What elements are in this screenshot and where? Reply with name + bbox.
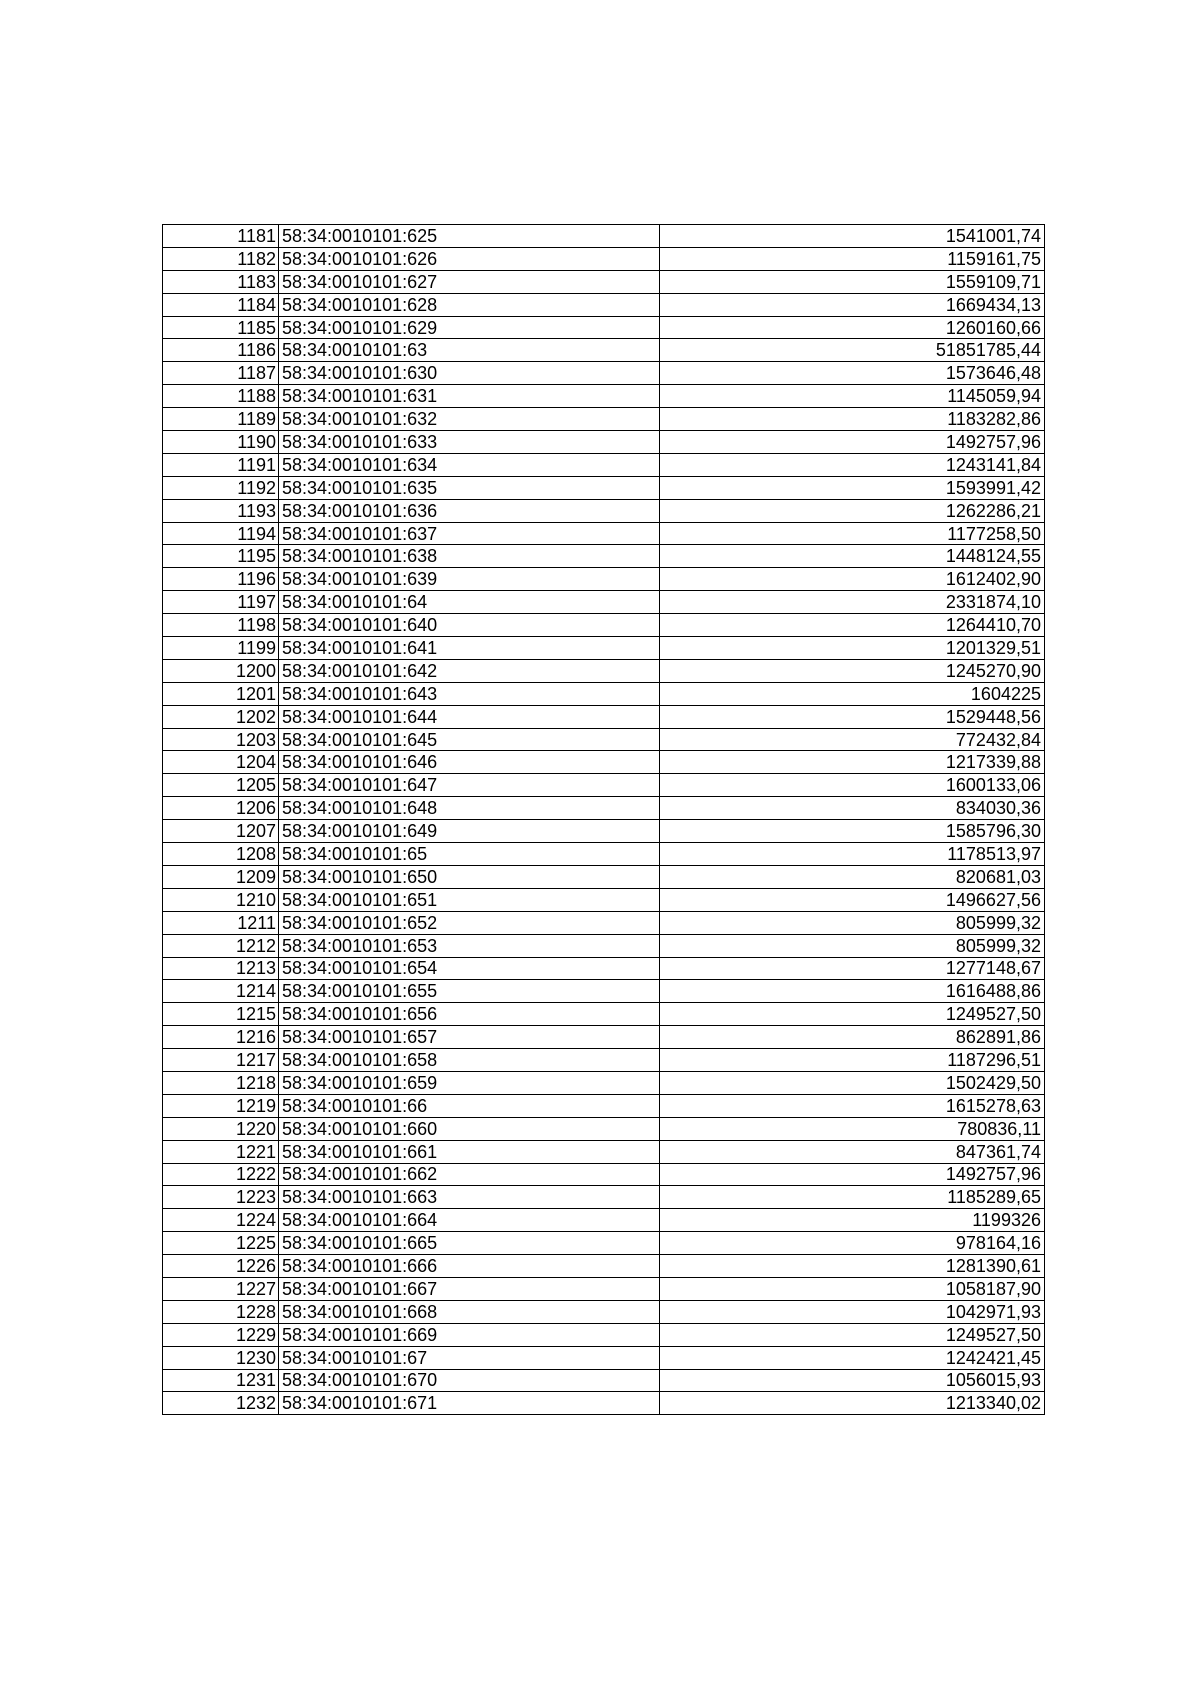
cadastral-number-cell: 58:34:0010101:655 <box>279 980 660 1003</box>
table-row <box>163 225 1045 248</box>
cadastral-number-cell: 58:34:0010101:656 <box>279 1003 660 1026</box>
row-number-cell: 1212 <box>163 934 279 957</box>
table-row <box>163 1071 1045 1094</box>
table-row <box>163 293 1045 316</box>
row-number-cell: 1197 <box>163 591 279 614</box>
table-row <box>163 362 1045 385</box>
cadastral-number-cell: 58:34:0010101:654 <box>279 957 660 980</box>
cadastral-number-cell: 58:34:0010101:650 <box>279 865 660 888</box>
row-number-cell: 1227 <box>163 1277 279 1300</box>
cadastral-number-cell: 58:34:0010101:668 <box>279 1300 660 1323</box>
cadastral-value-cell: 1178513,97 <box>660 843 1045 866</box>
row-number-cell: 1205 <box>163 774 279 797</box>
cadastral-value-cell: 1199326 <box>660 1209 1045 1232</box>
cadastral-number-cell: 58:34:0010101:646 <box>279 751 660 774</box>
row-number-cell: 1214 <box>163 980 279 1003</box>
cadastral-number-cell: 58:34:0010101:661 <box>279 1140 660 1163</box>
cadastral-number-cell: 58:34:0010101:637 <box>279 522 660 545</box>
row-number-cell: 1190 <box>163 431 279 454</box>
cadastral-number-cell: 58:34:0010101:636 <box>279 499 660 522</box>
row-number-cell: 1199 <box>163 637 279 660</box>
table-row <box>163 1209 1045 1232</box>
cadastral-value-cell: 1056015,93 <box>660 1369 1045 1392</box>
cadastral-value-cell: 834030,36 <box>660 797 1045 820</box>
row-number-cell: 1228 <box>163 1300 279 1323</box>
row-number-cell: 1185 <box>163 316 279 339</box>
cadastral-number-cell: 58:34:0010101:625 <box>279 225 660 248</box>
cadastral-value-cell: 1262286,21 <box>660 499 1045 522</box>
cadastral-number-cell: 58:34:0010101:659 <box>279 1071 660 1094</box>
cadastral-number-cell: 58:34:0010101:647 <box>279 774 660 797</box>
row-number-cell: 1204 <box>163 751 279 774</box>
cadastral-value-cell: 1492757,96 <box>660 431 1045 454</box>
cadastral-number-cell: 58:34:0010101:632 <box>279 408 660 431</box>
table-row <box>163 1392 1045 1415</box>
cadastral-value-cell: 51851785,44 <box>660 339 1045 362</box>
table-row <box>163 934 1045 957</box>
cadastral-value-cell: 1245270,90 <box>660 659 1045 682</box>
cadastral-value-cell: 847361,74 <box>660 1140 1045 1163</box>
cadastral-number-cell: 58:34:0010101:669 <box>279 1323 660 1346</box>
row-number-cell: 1182 <box>163 247 279 270</box>
row-number-cell: 1195 <box>163 545 279 568</box>
cadastral-number-cell: 58:34:0010101:644 <box>279 705 660 728</box>
row-number-cell: 1201 <box>163 682 279 705</box>
table-row <box>163 774 1045 797</box>
table-row <box>163 385 1045 408</box>
cadastral-value-cell: 1243141,84 <box>660 453 1045 476</box>
cadastral-value-cell: 1281390,61 <box>660 1255 1045 1278</box>
row-number-cell: 1181 <box>163 225 279 248</box>
cadastral-number-cell: 58:34:0010101:641 <box>279 637 660 660</box>
table-row <box>163 614 1045 637</box>
row-number-cell: 1202 <box>163 705 279 728</box>
cadastral-number-cell: 58:34:0010101:633 <box>279 431 660 454</box>
cadastral-value-cell: 1058187,90 <box>660 1277 1045 1300</box>
cadastral-value-cell: 1145059,94 <box>660 385 1045 408</box>
cadastral-value-cell: 978164,16 <box>660 1232 1045 1255</box>
row-number-cell: 1225 <box>163 1232 279 1255</box>
cadastral-number-cell: 58:34:0010101:670 <box>279 1369 660 1392</box>
table-row <box>163 568 1045 591</box>
table-row <box>163 911 1045 934</box>
cadastral-value-cell: 1496627,56 <box>660 888 1045 911</box>
cadastral-number-cell: 58:34:0010101:662 <box>279 1163 660 1186</box>
table-row <box>163 1117 1045 1140</box>
row-number-cell: 1186 <box>163 339 279 362</box>
row-number-cell: 1229 <box>163 1323 279 1346</box>
table-row <box>163 1140 1045 1163</box>
cadastral-number-cell: 58:34:0010101:626 <box>279 247 660 270</box>
cadastral-number-cell: 58:34:0010101:627 <box>279 270 660 293</box>
cadastral-value-cell: 1201329,51 <box>660 637 1045 660</box>
cadastral-value-cell: 1600133,06 <box>660 774 1045 797</box>
cadastral-value-cell: 1159161,75 <box>660 247 1045 270</box>
cadastral-number-cell: 58:34:0010101:666 <box>279 1255 660 1278</box>
table-row <box>163 843 1045 866</box>
table-row <box>163 888 1045 911</box>
row-number-cell: 1221 <box>163 1140 279 1163</box>
row-number-cell: 1189 <box>163 408 279 431</box>
table-row <box>163 431 1045 454</box>
row-number-cell: 1232 <box>163 1392 279 1415</box>
cadastral-number-cell: 58:34:0010101:658 <box>279 1049 660 1072</box>
cadastral-value-cell: 1249527,50 <box>660 1003 1045 1026</box>
cadastral-value-cell: 1217339,88 <box>660 751 1045 774</box>
table-row <box>163 270 1045 293</box>
cadastral-value-cell: 1585796,30 <box>660 820 1045 843</box>
row-number-cell: 1187 <box>163 362 279 385</box>
cadastral-value-cell: 1502429,50 <box>660 1071 1045 1094</box>
cadastral-value-cell: 1593991,42 <box>660 476 1045 499</box>
cadastral-value-cell: 1615278,63 <box>660 1094 1045 1117</box>
row-number-cell: 1207 <box>163 820 279 843</box>
table-row <box>163 820 1045 843</box>
cadastral-value-cell: 805999,32 <box>660 911 1045 934</box>
row-number-cell: 1210 <box>163 888 279 911</box>
row-number-cell: 1200 <box>163 659 279 682</box>
cadastral-value-cell: 1277148,67 <box>660 957 1045 980</box>
cadastral-number-cell: 58:34:0010101:652 <box>279 911 660 934</box>
table-row <box>163 1232 1045 1255</box>
table-row <box>163 1163 1045 1186</box>
row-number-cell: 1223 <box>163 1186 279 1209</box>
row-number-cell: 1192 <box>163 476 279 499</box>
cadastral-value-cell: 1260160,66 <box>660 316 1045 339</box>
cadastral-number-cell: 58:34:0010101:640 <box>279 614 660 637</box>
table-row <box>163 1323 1045 1346</box>
cadastral-number-cell: 58:34:0010101:653 <box>279 934 660 957</box>
cadastral-value-cell: 1529448,56 <box>660 705 1045 728</box>
cadastral-value-cell: 1042971,93 <box>660 1300 1045 1323</box>
cadastral-value-cell: 1242421,45 <box>660 1346 1045 1369</box>
row-number-cell: 1198 <box>163 614 279 637</box>
cadastral-number-cell: 58:34:0010101:657 <box>279 1026 660 1049</box>
row-number-cell: 1213 <box>163 957 279 980</box>
cadastral-number-cell: 58:34:0010101:664 <box>279 1209 660 1232</box>
cadastral-value-cell: 1541001,74 <box>660 225 1045 248</box>
cadastral-number-cell: 58:34:0010101:630 <box>279 362 660 385</box>
cadastral-value-cell: 1559109,71 <box>660 270 1045 293</box>
cadastral-number-cell: 58:34:0010101:663 <box>279 1186 660 1209</box>
row-number-cell: 1218 <box>163 1071 279 1094</box>
cadastral-number-cell: 58:34:0010101:639 <box>279 568 660 591</box>
table-row <box>163 1186 1045 1209</box>
cadastral-value-cell: 1185289,65 <box>660 1186 1045 1209</box>
cadastral-number-cell: 58:34:0010101:629 <box>279 316 660 339</box>
table-row <box>163 1094 1045 1117</box>
cadastral-value-cell: 1177258,50 <box>660 522 1045 545</box>
table-row <box>163 408 1045 431</box>
table-row <box>163 522 1045 545</box>
cadastral-number-cell: 58:34:0010101:660 <box>279 1117 660 1140</box>
table-body <box>163 225 1045 1415</box>
row-number-cell: 1194 <box>163 522 279 545</box>
cadastral-value-cell: 862891,86 <box>660 1026 1045 1049</box>
row-number-cell: 1191 <box>163 453 279 476</box>
cadastral-number-cell: 58:34:0010101:665 <box>279 1232 660 1255</box>
cadastral-number-cell: 58:34:0010101:631 <box>279 385 660 408</box>
cadastral-number-cell: 58:34:0010101:671 <box>279 1392 660 1415</box>
cadastral-number-cell: 58:34:0010101:638 <box>279 545 660 568</box>
table-row <box>163 637 1045 660</box>
table-row <box>163 545 1045 568</box>
cadastral-value-cell: 1604225 <box>660 682 1045 705</box>
table-row <box>163 682 1045 705</box>
table-row <box>163 1277 1045 1300</box>
row-number-cell: 1193 <box>163 499 279 522</box>
cadastral-number-cell: 58:34:0010101:64 <box>279 591 660 614</box>
cadastral-number-cell: 58:34:0010101:651 <box>279 888 660 911</box>
cadastral-number-cell: 58:34:0010101:634 <box>279 453 660 476</box>
table-row <box>163 1026 1045 1049</box>
table-row <box>163 591 1045 614</box>
cadastral-value-cell: 1448124,55 <box>660 545 1045 568</box>
cadastral-value-cell: 772432,84 <box>660 728 1045 751</box>
table-row <box>163 316 1045 339</box>
cadastral-value-cell: 805999,32 <box>660 934 1045 957</box>
table-row <box>163 247 1045 270</box>
row-number-cell: 1220 <box>163 1117 279 1140</box>
cadastral-number-cell: 58:34:0010101:67 <box>279 1346 660 1369</box>
row-number-cell: 1226 <box>163 1255 279 1278</box>
cadastral-number-cell: 58:34:0010101:65 <box>279 843 660 866</box>
cadastral-number-cell: 58:34:0010101:628 <box>279 293 660 316</box>
table-row <box>163 659 1045 682</box>
table-row <box>163 1369 1045 1392</box>
row-number-cell: 1230 <box>163 1346 279 1369</box>
cadastral-number-cell: 58:34:0010101:63 <box>279 339 660 362</box>
cadastral-value-cell: 1264410,70 <box>660 614 1045 637</box>
cadastral-value-table <box>162 224 1045 1415</box>
table-row <box>163 1346 1045 1369</box>
row-number-cell: 1217 <box>163 1049 279 1072</box>
cadastral-number-cell: 58:34:0010101:667 <box>279 1277 660 1300</box>
table-row <box>163 1300 1045 1323</box>
row-number-cell: 1184 <box>163 293 279 316</box>
table-row <box>163 499 1045 522</box>
cadastral-number-cell: 58:34:0010101:635 <box>279 476 660 499</box>
cadastral-number-cell: 58:34:0010101:66 <box>279 1094 660 1117</box>
row-number-cell: 1211 <box>163 911 279 934</box>
cadastral-value-cell: 2331874,10 <box>660 591 1045 614</box>
row-number-cell: 1203 <box>163 728 279 751</box>
table-row <box>163 453 1045 476</box>
table-row <box>163 980 1045 1003</box>
table-row <box>163 728 1045 751</box>
table-row <box>163 1003 1045 1026</box>
row-number-cell: 1208 <box>163 843 279 866</box>
cadastral-number-cell: 58:34:0010101:649 <box>279 820 660 843</box>
cadastral-number-cell: 58:34:0010101:648 <box>279 797 660 820</box>
row-number-cell: 1216 <box>163 1026 279 1049</box>
cadastral-value-cell: 1573646,48 <box>660 362 1045 385</box>
table-row <box>163 1049 1045 1072</box>
row-number-cell: 1219 <box>163 1094 279 1117</box>
cadastral-value-cell: 1492757,96 <box>660 1163 1045 1186</box>
cadastral-number-cell: 58:34:0010101:645 <box>279 728 660 751</box>
row-number-cell: 1196 <box>163 568 279 591</box>
table-row <box>163 339 1045 362</box>
table-row <box>163 476 1045 499</box>
cadastral-value-cell: 1183282,86 <box>660 408 1045 431</box>
cadastral-value-cell: 1669434,13 <box>660 293 1045 316</box>
row-number-cell: 1188 <box>163 385 279 408</box>
row-number-cell: 1224 <box>163 1209 279 1232</box>
table-row <box>163 797 1045 820</box>
row-number-cell: 1209 <box>163 865 279 888</box>
cadastral-value-cell: 1616488,86 <box>660 980 1045 1003</box>
table-row <box>163 865 1045 888</box>
cadastral-value-cell: 780836,11 <box>660 1117 1045 1140</box>
row-number-cell: 1215 <box>163 1003 279 1026</box>
table-row <box>163 705 1045 728</box>
cadastral-value-cell: 1612402,90 <box>660 568 1045 591</box>
cadastral-value-cell: 1187296,51 <box>660 1049 1045 1072</box>
row-number-cell: 1222 <box>163 1163 279 1186</box>
cadastral-value-cell: 1249527,50 <box>660 1323 1045 1346</box>
table-row <box>163 751 1045 774</box>
row-number-cell: 1231 <box>163 1369 279 1392</box>
row-number-cell: 1206 <box>163 797 279 820</box>
cadastral-number-cell: 58:34:0010101:643 <box>279 682 660 705</box>
table-row <box>163 957 1045 980</box>
cadastral-value-cell: 820681,03 <box>660 865 1045 888</box>
table-row <box>163 1255 1045 1278</box>
row-number-cell: 1183 <box>163 270 279 293</box>
cadastral-number-cell: 58:34:0010101:642 <box>279 659 660 682</box>
cadastral-value-cell: 1213340,02 <box>660 1392 1045 1415</box>
